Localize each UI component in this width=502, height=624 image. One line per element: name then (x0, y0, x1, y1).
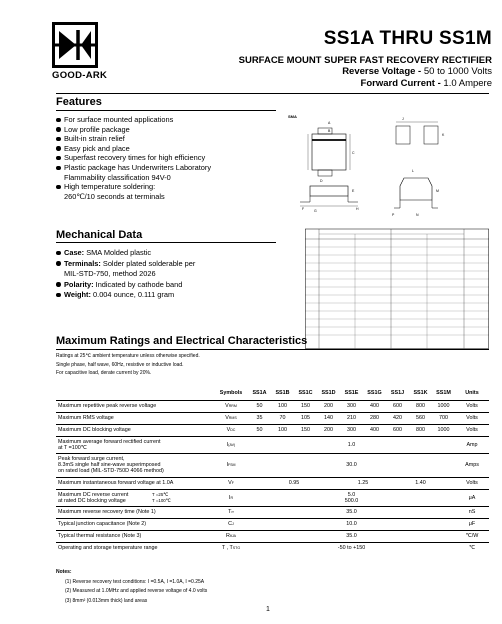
feature-item (56, 182, 281, 201)
row-unit: Volts (455, 412, 489, 424)
value-cell: 30.0 (248, 453, 455, 477)
row-description: Maximum reverse recovery time (Note 1) (56, 506, 214, 518)
mechanical-item (56, 248, 296, 259)
value-cell: 50 (248, 424, 271, 436)
dim-label-g: G (314, 209, 317, 213)
row-description: Typical junction capacitance (Note 2) (56, 518, 214, 530)
value-cell: 280 (363, 412, 386, 424)
dim-label-c: C (352, 151, 355, 155)
value-cell: 210 (340, 412, 363, 424)
feature-item-text: Plastic package has Underwriters Laboratory (64, 162, 212, 172)
value-cell: 1000 (437, 403, 450, 409)
row-symbol: I(AV) (214, 436, 248, 453)
mechanical-item (56, 290, 296, 301)
header-ss1c: SS1C (294, 387, 317, 400)
row-unit: μA (455, 489, 489, 506)
table-row (56, 506, 489, 518)
feature-item: Low profile package (56, 125, 281, 135)
value-cell: 420 (386, 412, 409, 424)
value-cell: 1.25 (340, 477, 386, 489)
row-description: Maximum instantaneous forward voltage at 1.0A (56, 477, 214, 489)
row-description: Maximum average forward rectified current at T =100℃ (56, 436, 214, 453)
value-cell: 35 (248, 412, 271, 424)
value-cell: 10.0 (248, 518, 455, 530)
feature-item-cont: Flammability classification 94V-0 (64, 172, 171, 182)
header-symbols: Symbols (214, 387, 248, 400)
row-symbol: RθJA (214, 530, 248, 542)
dim-label-a: A (328, 121, 331, 125)
row-unit: Amps (455, 453, 489, 477)
dim-label-h: H (356, 207, 359, 211)
value-cell: 560 (409, 412, 432, 424)
mechanical-item (56, 259, 296, 280)
header-ss1g: SS1G (363, 387, 386, 400)
notes (56, 568, 207, 606)
feature-item-cont: 260℃/10 seconds at terminals (64, 191, 165, 201)
package-name: SMA (288, 114, 297, 119)
reverse-voltage-value: 50 to 1000 Volts (423, 66, 492, 77)
value-cell: 400 (370, 403, 379, 409)
ratings-header-row (56, 387, 489, 400)
value-cell: 150 (301, 403, 310, 409)
mechanical-item-text: Indicated by cathode band (95, 279, 183, 289)
table-row (56, 489, 489, 506)
row-unit: μF (455, 518, 489, 530)
mechanical-item (56, 280, 296, 291)
row-unit: ℃/W (455, 530, 489, 542)
header-ss1e: SS1E (340, 387, 363, 400)
value-cell: -50 to +150 (248, 542, 455, 554)
value-cell: 1.40 (386, 477, 455, 489)
header-ss1j: SS1J (386, 387, 409, 400)
row-unit: ℃ (455, 542, 489, 554)
row-symbol: VRMS (214, 412, 248, 424)
row-symbol: CJ (214, 518, 248, 530)
condition-line: Ratings at 25℃ ambient temperature unless otherwise specified. (56, 353, 200, 359)
value-cell: 700 (432, 412, 455, 424)
row-symbol: VDC (214, 424, 248, 436)
value-cell: 800 (409, 424, 432, 436)
feature-item: Built-in strain relief (56, 134, 281, 144)
value-cell: 150 (294, 424, 317, 436)
value-cell: 100 (271, 424, 294, 436)
header-ss1b: SS1B (271, 387, 294, 400)
package-outline-drawing (286, 112, 488, 224)
header-ss1a: SS1A (248, 387, 271, 400)
mechanical-data-rule (56, 242, 276, 243)
feature-item: Easy pick and place (56, 144, 281, 154)
row-unit: Amp (455, 436, 489, 453)
row-description: Maximum RMS voltage (56, 412, 214, 424)
note-item: (3) 8mm² (0.013mm thick) land areas (65, 597, 148, 604)
mechanical-item-label: Terminals: (64, 258, 101, 268)
table-row (56, 542, 489, 554)
row-unit: Volts (455, 424, 489, 436)
dim-label-b: B (328, 129, 331, 133)
value-cell: 1.0 (248, 436, 455, 453)
table-row (56, 400, 489, 412)
dim-label-j: J (402, 117, 404, 121)
dim-label-n: N (416, 213, 419, 217)
header-ss1k: SS1K (409, 387, 432, 400)
value-cell: 0.95 (248, 477, 340, 489)
value-cell: 400 (363, 424, 386, 436)
value-cell: 300 (340, 424, 363, 436)
row-symbol: IR (214, 489, 248, 506)
dim-label-p: P (392, 213, 395, 217)
row-unit: Volts (455, 477, 489, 489)
ratings-rule (56, 349, 489, 350)
dim-label-k: K (442, 133, 445, 137)
header-ss1m: SS1M (432, 387, 455, 400)
value-cell: 1000 (432, 424, 455, 436)
row-description: Operating and storage temperature range (56, 542, 214, 554)
feature-item-text: High temperature soldering: (64, 182, 156, 192)
value-cell: 600 (393, 403, 402, 409)
row-symbol: T , TSTG (214, 542, 248, 554)
mechanical-item-text: Solder plated solderable per (102, 258, 196, 268)
header-ss1d: SS1D (317, 387, 340, 400)
brand-name: GOOD-ARK (52, 70, 108, 81)
header-desc (56, 387, 214, 400)
condition-line: Single phase, half wave, 60Hz, resistive or inductive load. (56, 361, 184, 368)
document-title: SS1A THRU SS1M (323, 28, 492, 49)
row-description: Typical thermal resistance (Note 3) (56, 530, 214, 542)
value-cell: 5.0 500.0 (248, 489, 455, 506)
row-unit: Volts (466, 403, 478, 409)
mechanical-item-cont: MIL-STD-750, method 2026 (64, 269, 156, 278)
row-description: Peak forward surge current, 8.3mS single half sine-wave superimposed on rated load (MIL-STD-750D 4066 method) (56, 453, 214, 477)
table-row (56, 412, 489, 424)
row-symbol: VRRM (225, 403, 237, 409)
row-description: Maximum DC reverse current at rated DC blocking voltage T =25℃ T =100℃ (56, 489, 214, 506)
feature-item: For surface mounted applications (56, 115, 281, 125)
table-row (56, 453, 489, 477)
feature-item: Superfast recovery times for high efficiency (56, 153, 281, 163)
dim-label-f: F (302, 207, 305, 211)
mechanical-item-label: Weight: (64, 290, 91, 299)
ratings-table (56, 387, 489, 554)
value-cell: 140 (317, 412, 340, 424)
feature-item (56, 163, 281, 182)
notes-title: Notes: (56, 569, 72, 575)
mechanical-item-label: Case: (64, 248, 85, 257)
forward-current-value: 1.0 Ampere (443, 78, 492, 89)
value-cell: 100 (278, 403, 287, 409)
row-unit: nS (455, 506, 489, 518)
ratings-conditions (56, 352, 200, 378)
features-list (56, 115, 281, 201)
features-rule (56, 110, 276, 111)
mechanical-item-label: Polarity: (64, 279, 94, 289)
document-subtitle: SURFACE MOUNT SUPER FAST RECOVERY RECTIFIER (238, 55, 492, 66)
row-symbol: Trr (214, 506, 248, 518)
dimension-table (305, 225, 489, 349)
value-cell: 105 (294, 412, 317, 424)
value-cell: 35.0 (248, 530, 455, 542)
row-symbol: VF (214, 477, 248, 489)
value-cell: 50 (256, 403, 263, 409)
value-cell: 70 (271, 412, 294, 424)
row-description: Maximum repetitive peak reverse voltage (58, 403, 157, 409)
mechanical-item-text: SMA Molded plastic (86, 248, 152, 257)
dim-label-d: D (320, 179, 323, 183)
table-row (56, 424, 489, 436)
table-row (56, 518, 489, 530)
features-title: Features (56, 96, 102, 108)
row-symbol: IFSM (214, 453, 248, 477)
row-description: Maximum DC blocking voltage (56, 424, 214, 436)
table-row (56, 530, 489, 542)
value-cell: 600 (386, 424, 409, 436)
reverse-voltage-label: Reverse Voltage - (342, 66, 422, 77)
forward-current-label: Forward Current - (360, 78, 441, 89)
mechanical-data-list (56, 248, 296, 301)
mechanical-item-text: 0.004 ounce, 0.111 gram (93, 290, 175, 299)
page-number: 1 (266, 606, 270, 613)
value-cell: 200 (324, 403, 333, 409)
header-rule (56, 93, 489, 94)
dim-label-l: L (412, 169, 414, 173)
value-cell: 800 (416, 403, 425, 409)
mechanical-data-title: Mechanical Data (56, 229, 143, 241)
table-row (56, 477, 489, 489)
value-cell: 35.0 (248, 506, 455, 518)
dim-label-e: E (352, 189, 355, 193)
value-cell: 200 (317, 424, 340, 436)
table-row (56, 436, 489, 453)
note-item: (2) Measured at 1.0MHz and applied reverse voltage of 4.0 volts (65, 588, 208, 594)
condition-line: For capacitive load, derate current by 20%. (56, 370, 152, 376)
value-cell: 300 (347, 403, 356, 409)
note-item: (1) Reverse recovery test conditions: I =0.5A, I =1.0A, I =0.25A (65, 578, 205, 585)
header-units: Units (455, 387, 489, 400)
reverse-voltage-spec (342, 66, 492, 77)
forward-current-spec (361, 78, 492, 89)
dim-label-m: M (436, 189, 439, 193)
good-ark-logo (52, 22, 98, 68)
ratings-title: Maximum Ratings and Electrical Characteristics (56, 335, 308, 347)
